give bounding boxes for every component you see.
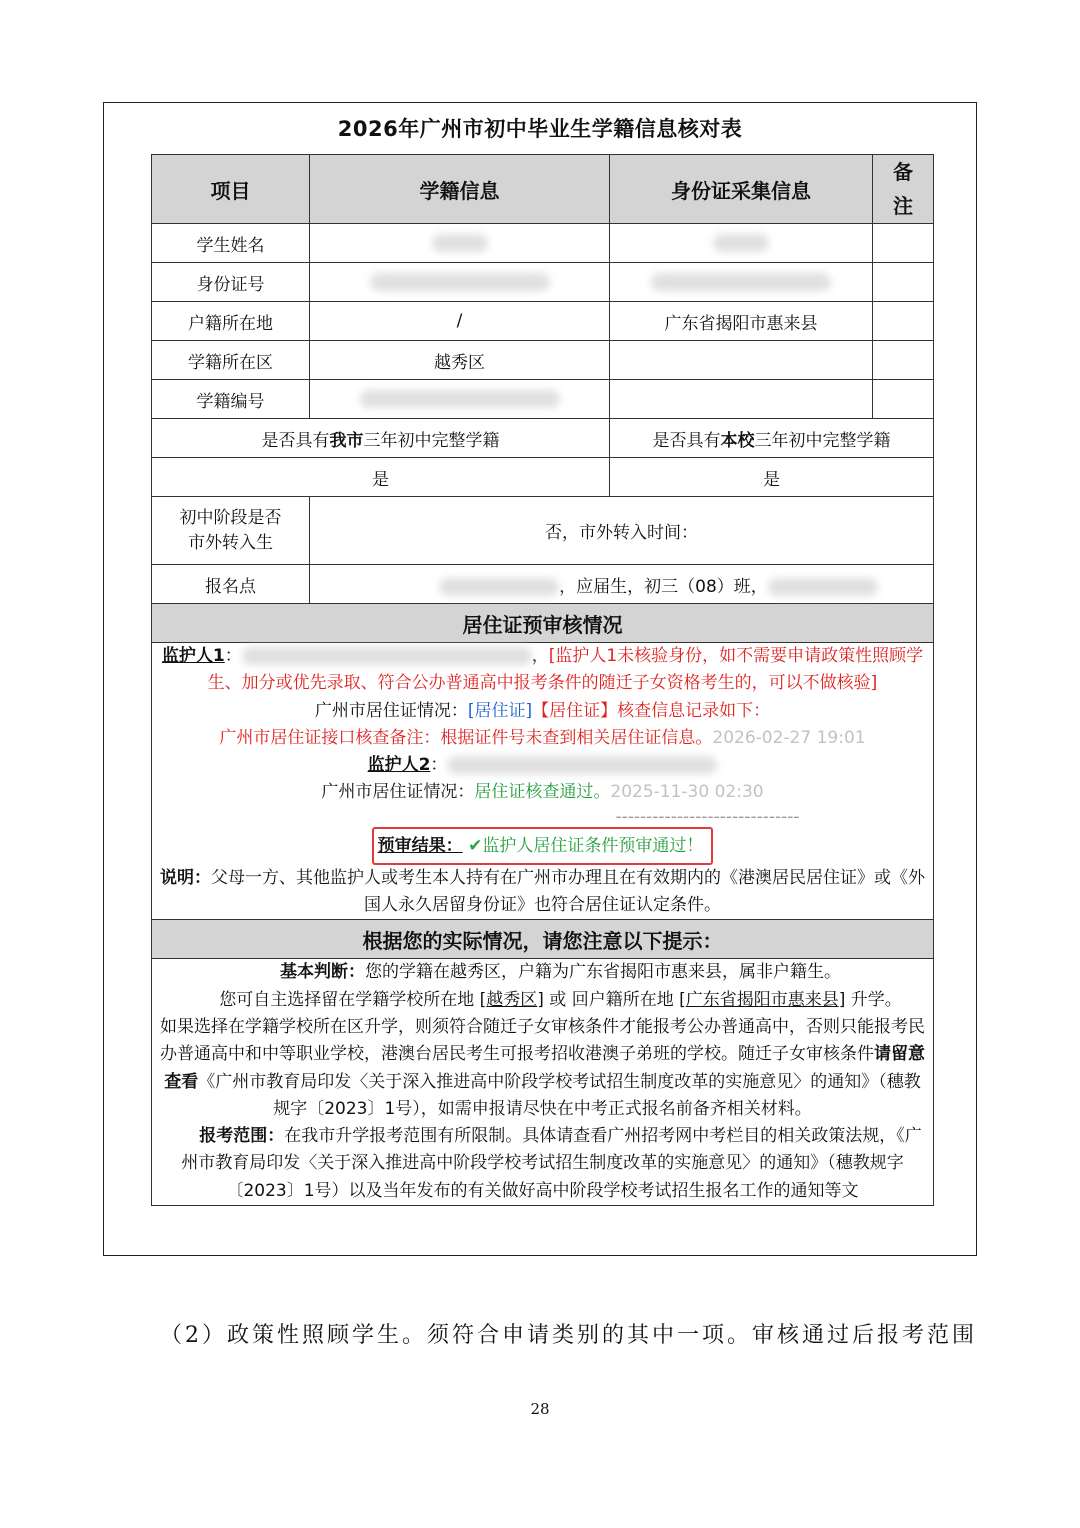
- table-row: [152, 565, 934, 604]
- divider-line: ------------------------------: [615, 806, 800, 827]
- redacted-idno-xueji: [310, 263, 610, 302]
- prereview-result-box: [372, 827, 714, 865]
- tips-section-body: [152, 959, 934, 1206]
- table-row: [152, 341, 934, 380]
- residence-permit-link: [居住证]: [467, 700, 533, 721]
- table-row: [152, 380, 934, 419]
- guardian1-line: 监护人1： ，[监护人1未核验身份，如不需要申请政策性照顾学生、加分或优先录取、符合公办普通高中报考条件的随迁子女资格考生的，可以不做核验]: [161, 646, 924, 694]
- registration-value: ，应届生，初三（08）班，: [310, 565, 934, 604]
- table-row: [152, 419, 934, 458]
- residence-section-body: [152, 643, 934, 920]
- school-complete-question: 是否具有本校三年初中完整学籍: [610, 419, 934, 458]
- choice-option-district: 越秀区: [486, 989, 538, 1010]
- redacted-name-xueji: [310, 224, 610, 263]
- redacted-idno-id: [610, 263, 873, 302]
- xueji-no-id-value: [610, 380, 873, 419]
- check-icon: ✔: [468, 835, 483, 856]
- table-row: [152, 302, 934, 341]
- guardian1-status: 广州市居住证情况：[居住证]【居住证】核查信息记录如下：: [314, 700, 771, 721]
- guardian2-status-time: 2025-11-30 02:30: [610, 782, 764, 803]
- guardian1-label: 监护人1: [161, 646, 225, 666]
- table-row: [152, 224, 934, 263]
- huji-id-value: 广东省揭阳市惠来县: [610, 302, 873, 341]
- result-label: 预审结果：: [377, 835, 463, 856]
- policy-paragraph: 如果选择在学籍学校所在区升学，则须符合随迁子女审核条件才能报考公办普通高中，否则只能报考民办普通高中和中等职业学校，港澳台居民考生可报考招收港澳子弟班的学校。随迁子女审核条件请留意查看《广州市教育局印发〈关于深入推进高中阶段学校考试招生制度改革的实施意见〉的通知》（穗教规字〔2023〕1号），如需申报请尽快在中考正式报名前备齐相关材料。: [160, 1016, 925, 1119]
- note-cell: [873, 263, 934, 302]
- district-id-value: [610, 341, 873, 380]
- header-note: [873, 155, 934, 224]
- header-item: 项目: [152, 155, 310, 224]
- row-label-name: 学生姓名: [152, 224, 310, 263]
- row-label-xueji-no: 学籍编号: [152, 380, 310, 419]
- header-note-char1: 备: [893, 160, 913, 184]
- table-row: [152, 497, 934, 565]
- school-complete-answer: 是: [610, 458, 934, 497]
- row-label-idno: 身份证号: [152, 263, 310, 302]
- guardian2-label: 监护人2: [367, 755, 431, 776]
- verification-form: [103, 102, 977, 1256]
- scope-paragraph: 报考范围：在我市升学报考范围有所限制。具体请查看广州招考网中考栏目的相关政策法规，《广州市教育局印发〈关于深入推进高中阶段学校考试招生制度改革的实施意见〉的通知》（穗教规字〔2023〕1号）以及当年发布的有关做好高中阶段学校考试招生报名工作的通知等文: [181, 1126, 922, 1201]
- table-row: [152, 458, 934, 497]
- guardian2-line: 监护人2：: [158, 752, 927, 779]
- note-cell: [873, 302, 934, 341]
- header-id-collect: 身份证采集信息: [610, 155, 873, 224]
- redacted-name-id: [610, 224, 873, 263]
- explanation: 说明：父母一方、其他监护人或考生本人持有在广州市办理且在有效期内的《港澳居民居住证》或《外国人永久居留身份证》也符合居住证认定条件。: [160, 867, 925, 916]
- guardian1-api-note: 广州市居住证接口核查备注：根据证件号未查到相关居住证信息。2026-02-27 19:01: [219, 727, 866, 748]
- result-text: 监护人居住证条件预审通过！: [482, 835, 704, 856]
- table-row: [152, 263, 934, 302]
- city-complete-question: 是否具有我市三年初中完整学籍: [152, 419, 610, 458]
- transfer-value: 否，市外转入时间：: [310, 497, 934, 565]
- city-complete-answer: 是: [152, 458, 610, 497]
- registration-label: 报名点: [152, 565, 310, 604]
- guardian1-warning: [监护人1未核验身份，如不需要申请政策性照顾学生、加分或优先录取、符合公办普通高中报考条件的随迁子女资格考生的，可以不做核验]: [207, 646, 924, 694]
- redacted-xueji-no: [310, 380, 610, 419]
- basic-judgment: 基本判断：您的学籍在越秀区，户籍为广东省揭阳市惠来县，属非户籍生。: [280, 962, 841, 983]
- district-xueji-value: 越秀区: [310, 341, 610, 380]
- row-label-huji: 户籍所在地: [152, 302, 310, 341]
- table-header-row: [152, 155, 934, 224]
- student-info-table: [151, 154, 934, 1206]
- header-note-char2: 注: [893, 194, 913, 218]
- form-title: 2026年广州市初中毕业生学籍信息核对表: [337, 117, 743, 141]
- guardian1-api-time: 2026-02-27 19:01: [712, 727, 866, 748]
- header-xueji: 学籍信息: [310, 155, 610, 224]
- tips-section-header: 根据您的实际情况，请您注意以下提示：: [152, 920, 934, 959]
- row-label-district: 学籍所在区: [152, 341, 310, 380]
- note-cell: [873, 224, 934, 263]
- note-cell: [873, 380, 934, 419]
- guardian2-status: 广州市居住证情况：居住证核查通过。2025-11-30 02:30: [321, 782, 764, 803]
- residence-section-header: 居住证预审核情况: [152, 604, 934, 643]
- huji-xueji-value: /: [310, 302, 610, 341]
- transfer-label: 初中阶段是否 市外转入生: [152, 497, 310, 565]
- note-cell: [873, 341, 934, 380]
- page-number: 28: [530, 1400, 550, 1418]
- choice-line: 您可自主选择留在学籍学校所在地 [越秀区] 或 回户籍所在地 [广东省揭阳市惠来县] 升学。: [219, 989, 902, 1010]
- body-paragraph: （2）政策性照顾学生。须符合申请类别的其中一项。审核通过后报考范围: [160, 1323, 977, 1348]
- choice-option-huji: 广东省揭阳市惠来县: [685, 989, 839, 1010]
